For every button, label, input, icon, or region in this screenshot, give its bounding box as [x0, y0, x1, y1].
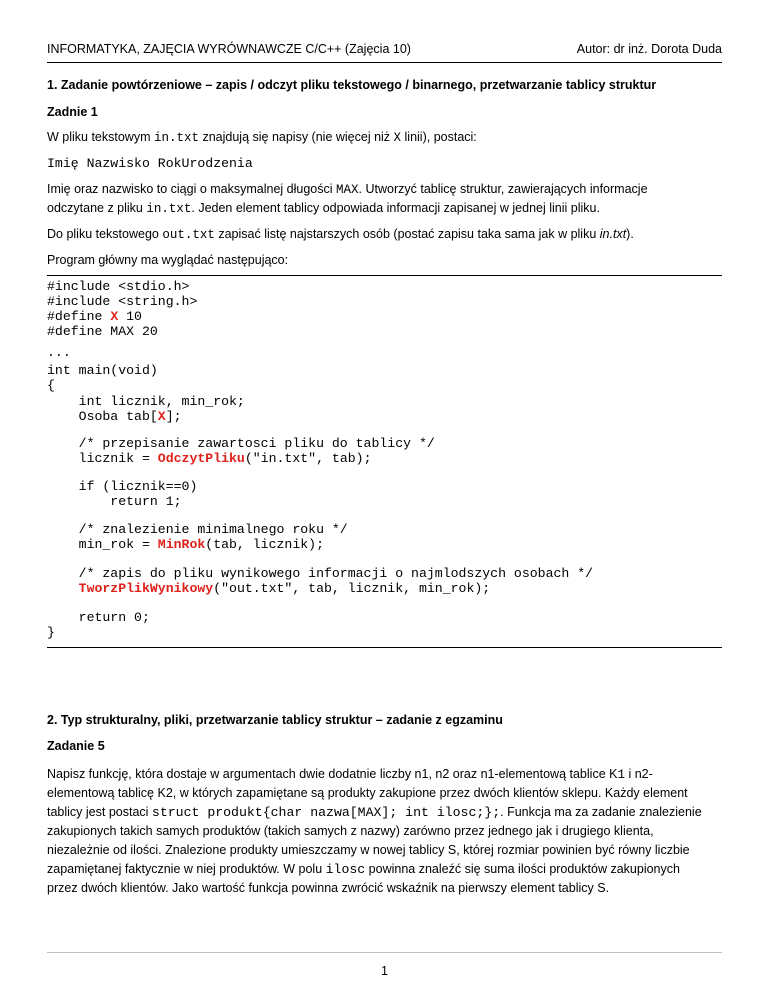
section1-paragraph-2b	[47, 199, 600, 219]
italic-text: in.txt	[599, 227, 627, 241]
text: W pliku tekstowym	[47, 130, 154, 144]
section2-line-7: przez dwóch klientów. Jako wartość funkcja powinna zwrócić wskaźnik na pierwszy element tablicy S.	[47, 881, 610, 895]
section2-title: 2. Typ strukturalny, pliki, przetwarzanie tablicy struktur – zadanie z egzaminu	[47, 713, 503, 727]
code-line: return 0;	[47, 610, 150, 625]
code-line: #include <string.h>	[47, 294, 198, 309]
code-line	[47, 309, 142, 324]
code-line: }	[47, 625, 55, 640]
code-top-rule	[47, 275, 722, 276]
section2-line-3	[47, 803, 702, 822]
text: znajdują się napisy (nie więcej niż	[198, 130, 394, 144]
header-author: Autor: dr inż. Dorota Duda	[576, 42, 722, 56]
section2-line-5: niezależnie od ilości. Znalezione produkty umieszczamy w nowej tablicy S, której rozmiar powinien być równy liczbie	[47, 843, 690, 857]
text: tablicy jest postaci	[47, 805, 152, 819]
text: Napisz funkcję, która dostaje w argumentach dwie dodatnie liczby n1, n2 oraz n1-elementową tablice K	[47, 767, 618, 781]
text: Do pliku tekstowego	[47, 227, 163, 241]
code-comment: /* zapis do pliku wynikowego informacji o najmlodszych osobach */	[47, 566, 594, 581]
code-line: int main(void)	[47, 363, 158, 378]
code-bottom-rule	[47, 647, 722, 648]
code-comment: /* przepisanie zawartosci pliku do tablicy */	[47, 436, 435, 451]
section2-line-1	[47, 765, 722, 785]
text: Imię oraz nazwisko to ciągi o maksymalnej długości	[47, 182, 337, 196]
header-divider	[47, 62, 722, 63]
text: i n2-	[624, 767, 653, 781]
inline-code: ilosc	[325, 862, 366, 877]
section1-paragraph-3	[47, 225, 634, 245]
code-text: 10	[118, 309, 142, 324]
code-line	[47, 451, 371, 466]
code-highlight: TworzPlikWynikowy	[78, 581, 214, 596]
code-text: ("out.txt", tab, licznik, min_rok);	[213, 581, 491, 596]
code-highlight: X	[157, 409, 166, 424]
code-line: ...	[47, 345, 71, 360]
code-text: (tab, licznik);	[205, 537, 324, 552]
code-line: if (licznik==0)	[47, 479, 198, 494]
page-number: 1	[381, 964, 388, 978]
section1-title: 1. Zadanie powtórzeniowe – zapis / odczyt pliku tekstowego / binarnego, przetwarzanie tablicy struktur	[47, 78, 657, 92]
section1-paragraph-4: Program główny ma wyglądać następująco:	[47, 253, 289, 267]
code-highlight: X	[110, 309, 119, 324]
code-text: Osoba tab[	[47, 409, 158, 424]
code-text: ];	[165, 409, 182, 424]
code-text	[47, 581, 79, 596]
inline-code: 1	[617, 768, 625, 782]
header-course-title: INFORMATYKA, ZAJĘCIA WYRÓWNAWCZE C/C++ (Zajęcia 10)	[47, 42, 411, 56]
inline-code: out.txt	[162, 228, 215, 242]
inline-code: in.txt	[153, 131, 199, 145]
text: . Utworzyć tablicę struktur, zawierających informacje	[358, 182, 648, 196]
code-line: #include <stdio.h>	[47, 279, 190, 294]
section1-paragraph-1	[47, 128, 477, 148]
code-comment: /* znalezienie minimalnego roku */	[47, 522, 348, 537]
section1-subtitle: Zadnie 1	[47, 105, 98, 119]
text: ).	[626, 227, 634, 241]
section2-line-6	[47, 860, 680, 879]
text: linii), postaci:	[401, 130, 477, 144]
text: zapisać listę najstarszych osób (postać zapisu taka sama jak w pliku	[214, 227, 600, 241]
code-line: return 1;	[47, 494, 182, 509]
inline-code: MAX	[336, 183, 359, 197]
code-line: #define MAX 20	[47, 324, 158, 339]
text: . Funkcja ma za zadanie znalezienie	[500, 805, 702, 819]
code-line: int licznik, min_rok;	[47, 394, 245, 409]
code-highlight: MinRok	[157, 537, 206, 552]
code-line	[47, 409, 182, 424]
code-text: licznik =	[47, 451, 158, 466]
code-line	[47, 537, 324, 552]
text: . Jeden element tablicy odpowiada informacji zapisanej w jednej linii pliku.	[191, 201, 600, 215]
section2-subtitle: Zadanie 5	[47, 739, 105, 753]
section2-line-4: zakupionych takich samych produktów (takich samych z nazwy) zarówno przez jednego jak i drugiego klienta,	[47, 824, 654, 838]
text: odczytane z pliku	[47, 201, 147, 215]
section2-line-2: elementową tablicę K2, w których zapamiętane są produkty zakupione przez dwóch klientów sklepu. Każdy element	[47, 786, 688, 800]
code-text: min_rok =	[47, 537, 158, 552]
code-text: ("in.txt", tab);	[244, 451, 372, 466]
inline-code: in.txt	[146, 202, 192, 216]
code-highlight: OdczytPliku	[157, 451, 245, 466]
code-line	[47, 581, 490, 596]
code-line: {	[47, 378, 55, 393]
code-text: #define	[47, 309, 111, 324]
inline-code: struct produkt{char nazwa[MAX]; int ilosc;};	[151, 805, 501, 820]
footer-divider	[47, 952, 722, 953]
inline-code: X	[393, 131, 402, 145]
text: zapamiętanej faktycznie w niej produktów. W polu	[47, 862, 326, 876]
section1-paragraph-2a	[47, 180, 648, 200]
format-line: Imię Nazwisko RokUrodzenia	[47, 156, 253, 171]
text: powinna znaleźć się suma ilości produktów zakupionych	[365, 862, 680, 876]
